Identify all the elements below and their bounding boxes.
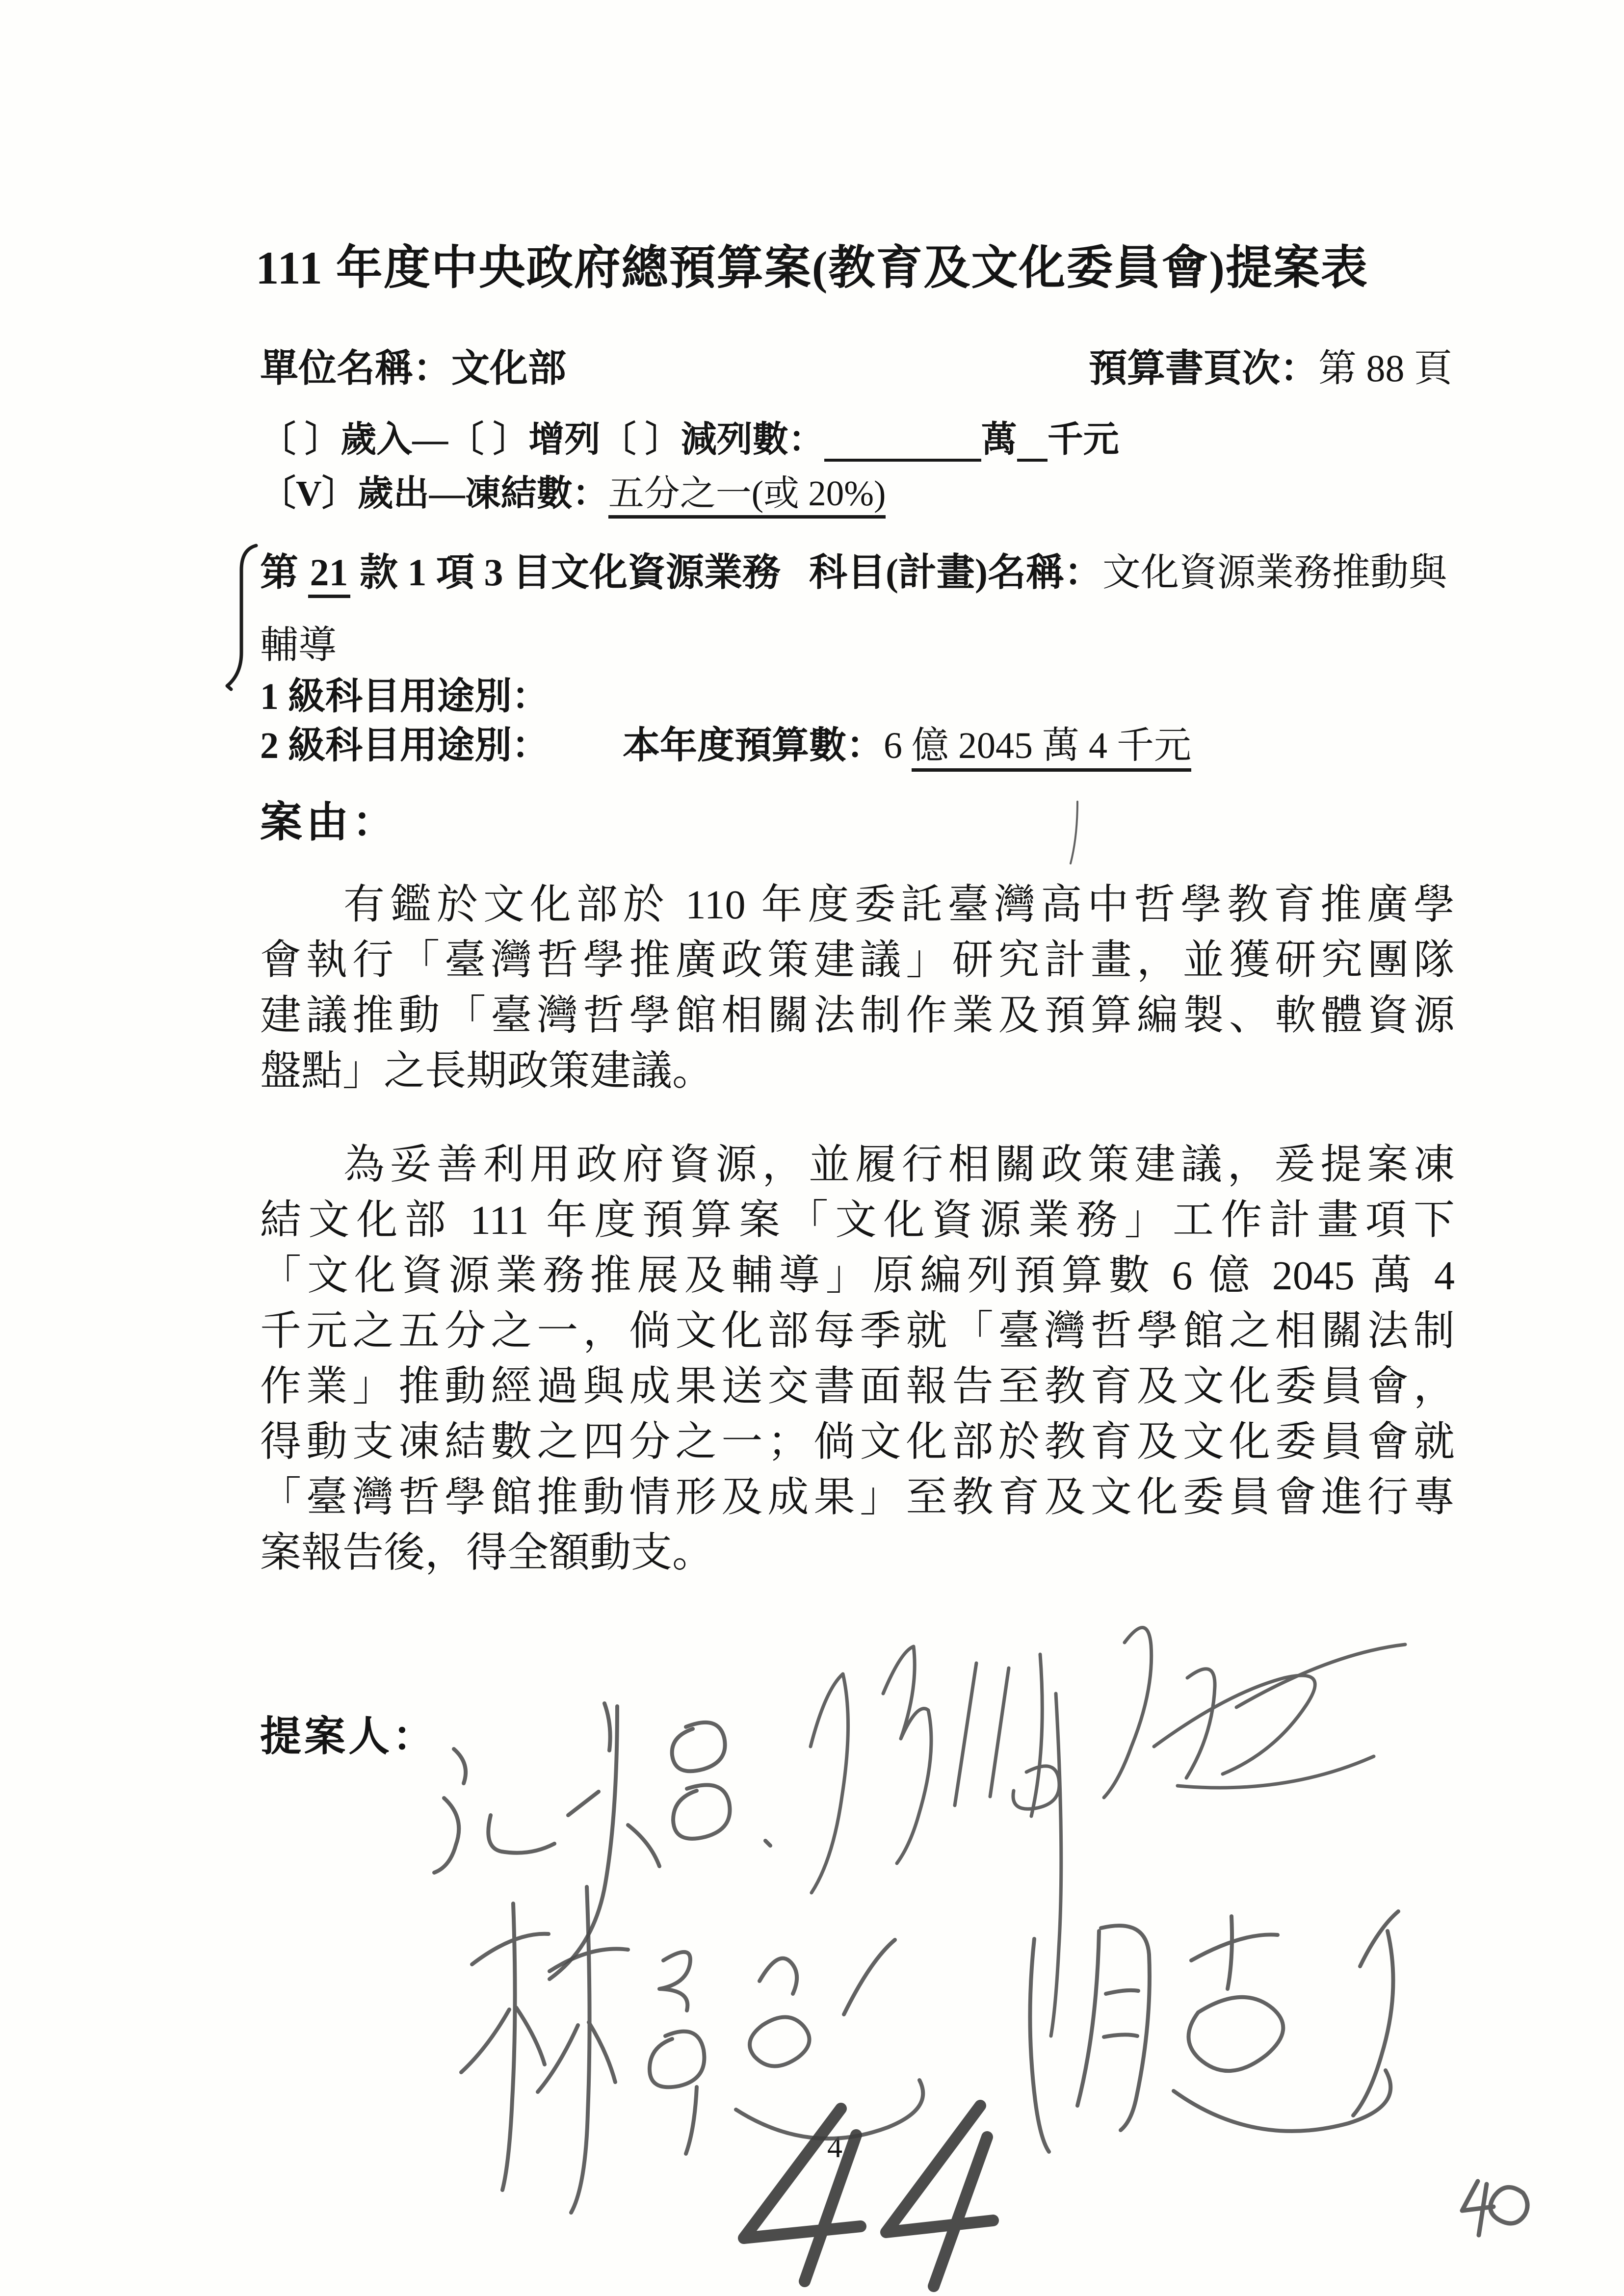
paragraph-line: 「文化資源業務推展及輔導」原編列預算數 6 億 2045 萬 4 [260, 1253, 1455, 1299]
unit-name [260, 338, 566, 392]
clause-number: 21 [308, 551, 350, 598]
clause-line [260, 542, 1460, 597]
level1-category-line: 1 級科目用途別： [260, 676, 549, 717]
level2-category-line [260, 715, 1191, 769]
amount-blank-underline [824, 425, 981, 462]
budget-page-label: 預算書頁次： [1088, 347, 1318, 390]
clause-pre: 第 [260, 551, 299, 594]
paragraph-line: 案報告後，得全額動支。 [260, 1530, 714, 1576]
paragraph-line: 結文化部 111 年度預算案「文化資源業務」工作計畫項下 [260, 1198, 1455, 1243]
freeze-amount-value: 五分之一(或 20%) [608, 473, 886, 519]
signature-4 [1030, 1911, 1398, 2152]
unit-wan: 萬 [981, 419, 1017, 459]
case-paragraph-2 [260, 1137, 1455, 1581]
clause-post: 款 1 項 3 目文化資源業務 [360, 551, 781, 594]
paragraph-line: 為妥善利用政府資源，並履行相關政策建議，爰提案凍 [343, 1142, 1455, 1188]
signature-2 [811, 1627, 1405, 2036]
paragraph-line: 「臺灣哲學館推動情形及成果」至教育及文化委員會進行專 [260, 1475, 1455, 1520]
case-subject-label: 案由： [260, 799, 398, 846]
level2-label: 2 級科目用途別： [260, 725, 549, 766]
handwritten-corner-number-40 [1462, 2181, 1527, 2235]
paragraph-line: 得動支凍結數之四分之一；倘文化部於教育及文化委員會就 [260, 1419, 1455, 1465]
printed-page-number: 4 [827, 2131, 842, 2164]
amount-blank-underline-short [1017, 425, 1048, 462]
proposer-label: 提案人： [260, 1714, 437, 1760]
case-paragraph-1 [260, 877, 1455, 1099]
paragraph-line: 會執行「臺灣哲學推廣政策建議」研究計畫，並獲研究團隊 [260, 938, 1455, 983]
signature-1 [434, 1703, 770, 1979]
subject-label: 科目(計畫)名稱： [809, 551, 1102, 594]
expenditure-line-text: 〔V〕歲出—凍結數： [260, 473, 608, 513]
revenue-checkbox-line [260, 410, 1119, 462]
budget-page-ref [1089, 338, 1452, 392]
budget-page-value: 第 88 頁 [1318, 347, 1452, 390]
revenue-line-text: 〔 〕歲入—〔 〕增列〔 〕減列數： [260, 419, 824, 459]
signature-3 [461, 1887, 923, 2213]
paragraph-line: 有鑑於文化部於 110 年度委託臺灣高中哲學教育推廣學 [343, 882, 1455, 928]
annual-budget-prefix: 6 [884, 725, 912, 766]
unit-qianyuan: 千元 [1047, 419, 1119, 459]
paragraph-line: 作業」推動經過與成果送交書面報告至教育及文化委員會， [260, 1364, 1455, 1409]
unit-name-label: 單位名稱： [260, 347, 452, 390]
paragraph-line: 千元之五分之一，倘文化部每季就「臺灣哲學館之相關法制 [260, 1308, 1455, 1354]
clause-brace [227, 546, 256, 689]
annual-budget-label: 本年度預算數： [623, 725, 884, 766]
subject-value-line1: 文化資源業務推動與 [1102, 551, 1447, 594]
annual-budget-amount: 億 2045 萬 4 千元 [912, 725, 1191, 772]
page-title: 111 年度中央政府總預算案(教育及文化委員會)提案表 [255, 242, 1369, 294]
handwritten-page-number-44 [744, 2106, 993, 2286]
expenditure-checkbox-line [260, 464, 886, 516]
paragraph-line: 盤點」之長期政策建議。 [260, 1048, 714, 1094]
meta-row [260, 338, 1452, 392]
subject-value-line2: 輔導 [260, 624, 337, 666]
paragraph-line: 建議推動「臺灣哲學館相關法制作業及預算編製、軟體資源 [260, 993, 1455, 1039]
scan-stray-mark [1071, 802, 1077, 863]
unit-name-value: 文化部 [451, 347, 567, 390]
